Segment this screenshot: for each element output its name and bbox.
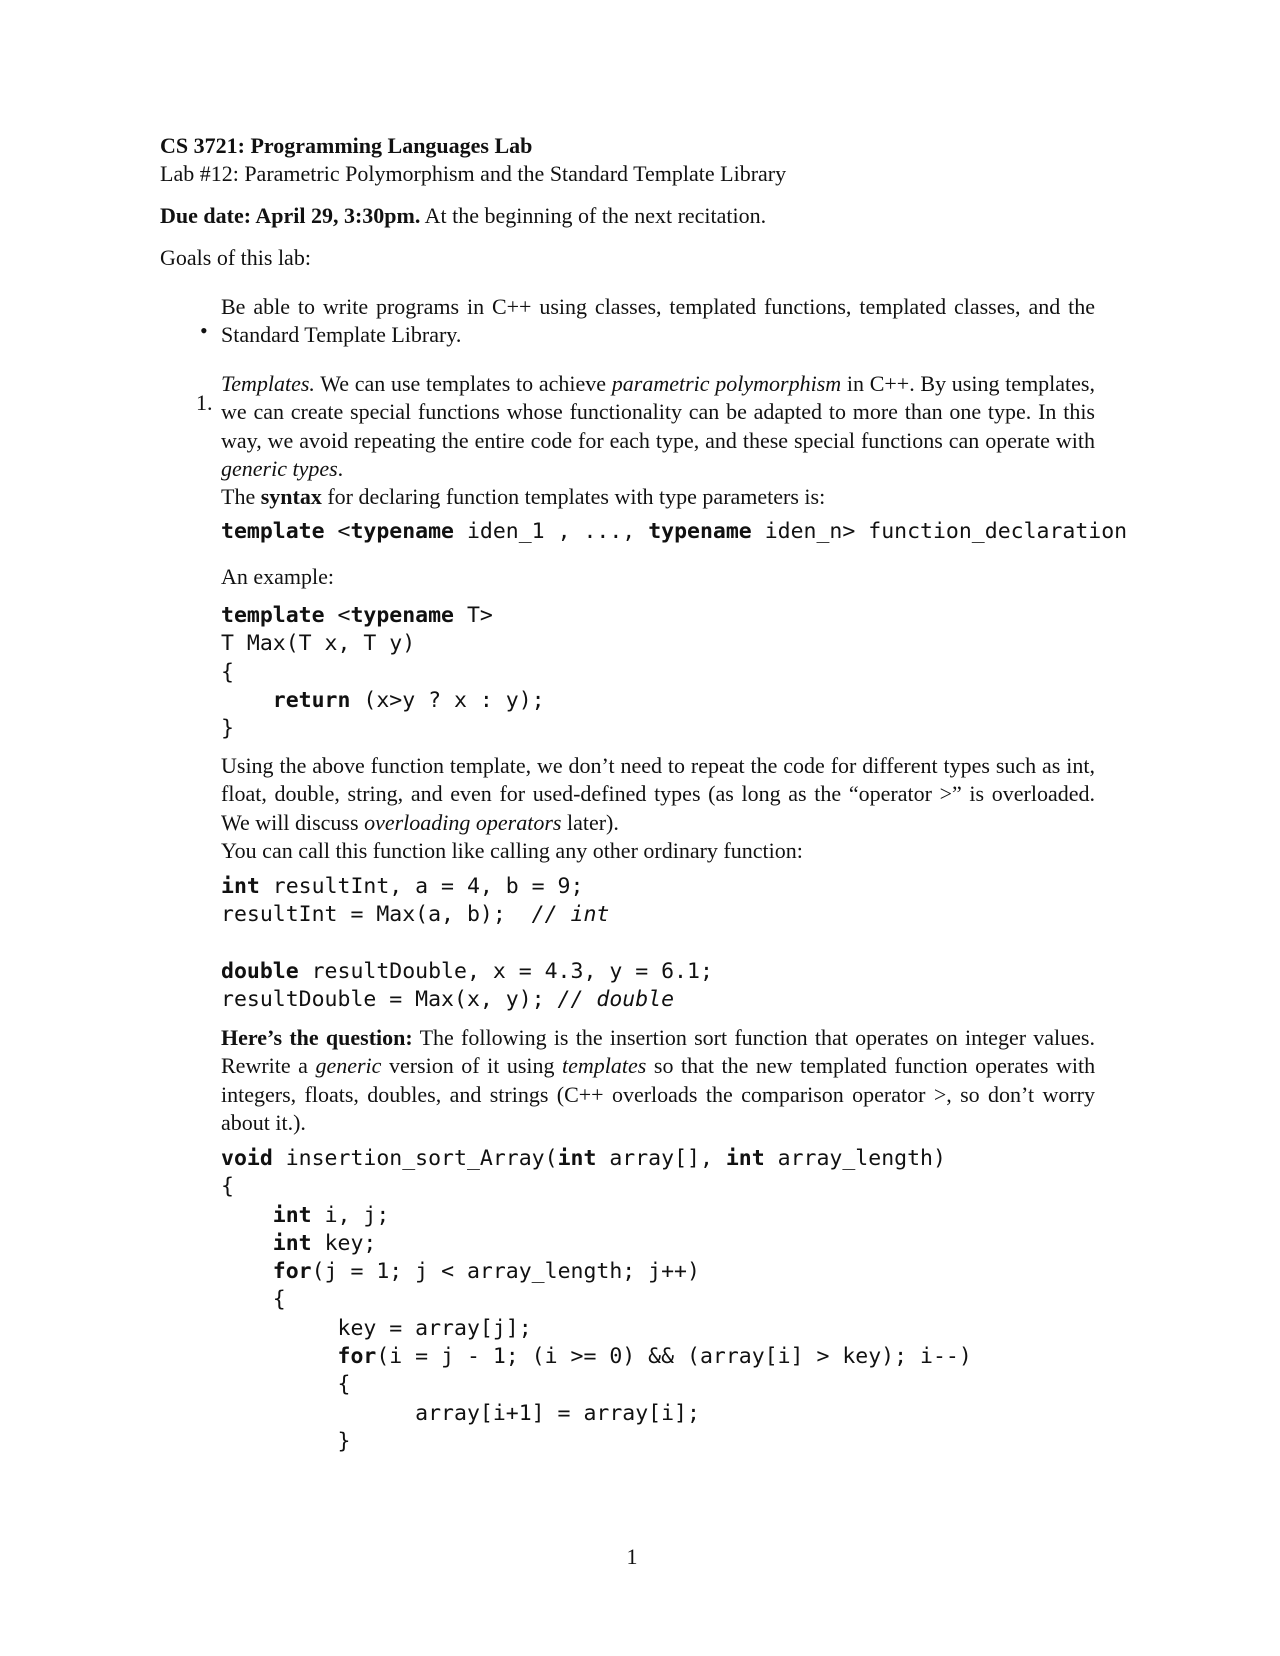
- due-date-label: Due date: April 29, 3:30pm.: [160, 203, 421, 228]
- lab-title: Lab #12: Parametric Polymorphism and the Standard Template Library: [160, 161, 787, 186]
- bullet-icon: •: [200, 318, 208, 343]
- intro-emphasis: parametric polymorphism: [611, 371, 842, 396]
- page-number: 1: [626, 1544, 638, 1569]
- syntax-post: for declaring function templates with type parameters is:: [327, 484, 826, 510]
- intro-emphasis-2: generic types: [221, 455, 338, 481]
- usage-text-2: later).: [566, 809, 619, 835]
- max-example-code: template <typename T> T Max(T x, T y) { return (x>y ? x : y); }: [221, 603, 545, 742]
- intro-text-2: in C++. By using templates, we can create special functions whose functionality can be adapted to more than one type. In this way, we avoid repeating the entire code for each type, and these special functions can operate with: [221, 371, 1095, 453]
- course-title: CS 3721: Programming Languages Lab: [160, 133, 533, 158]
- question-paragraph: [221, 1024, 1095, 1137]
- usage-paragraph: [221, 752, 1095, 865]
- goal-bullet-text: [221, 293, 1095, 350]
- call-example-code: int resultInt, a = 4, b = 9; resultInt = Max(a, b); // int double resultDouble, x = 4.3, y = 6.1; resultDouble = Max(x, y); // double: [221, 874, 713, 1013]
- example-label: An example:: [221, 564, 335, 589]
- usage-emphasis: overloading operators: [364, 809, 562, 835]
- due-date-line: [160, 202, 766, 230]
- list-number: 1.: [196, 390, 213, 415]
- question-text-2: version of it using: [388, 1053, 555, 1079]
- goals-heading: Goals of this lab:: [160, 245, 311, 270]
- syntax-pre: The: [221, 484, 256, 510]
- question-text-3: so that the new templated function operates with integers, floats, doubles, and strings (C++ overloads the comparison operator >, so don’t worry about it.).: [221, 1053, 1096, 1135]
- question-emphasis-2: templates: [562, 1053, 647, 1079]
- intro-text-1: We can use templates to achieve: [320, 371, 607, 396]
- usage-text-1: Using the above function template, we don’t need to repeat the code for different types such as int, float, double, string, and even for used-defined types (as long as the “operator >” is overloaded. We will discuss: [221, 753, 1095, 835]
- intro-text-3: .: [337, 455, 344, 481]
- question-label: Here’s the question:: [221, 1025, 413, 1050]
- syntax-word: syntax: [260, 484, 322, 510]
- due-date-note: At the beginning of the next recitation.: [424, 203, 767, 228]
- templates-title: Templates.: [221, 371, 315, 396]
- question-text-1: The following is the insertion sort function that operates on integer values. Rewrite a: [221, 1025, 1095, 1079]
- question-emphasis-1: generic: [315, 1053, 382, 1079]
- syntax-code: template <typename iden_1 , ..., typename iden_n> function_declaration: [221, 519, 1128, 544]
- templates-intro: [221, 370, 1095, 511]
- goal-bullet: Be able to write programs in C++ using classes, templated functions, templated classes, and the Standard Template Library.: [221, 294, 1095, 348]
- insertion-sort-code: void insertion_sort_Array(int array[], int array_length) { int i, j; int key; for(j = 1; j < array_length; j++) { key = array[j]; for(i = j - 1; (i >= 0) && (array[i] > key); i--) { array[i+1] = array[i]; }: [221, 1146, 972, 1454]
- usage-line-3: You can call this function like calling any other ordinary function:: [221, 837, 803, 863]
